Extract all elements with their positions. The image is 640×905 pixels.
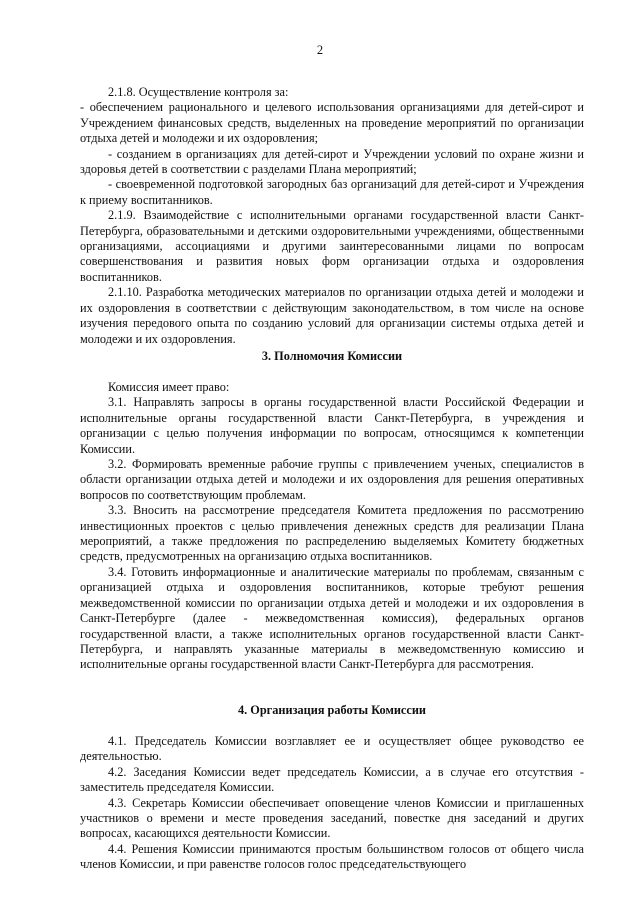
- section-3-heading-wrap: [80, 349, 584, 364]
- clause-3-4: 3.4. Готовить информационные и аналитические материалы по проблемам, связанным с организацией отдыха и оздоровления воспитанников, которые требуют решения межведомственной комиссии по организации отдыха детей и молодежи и их оздоровления в Санкт-Петербурге (далее - межведомственная комиссия), федеральных органов государственной власти, а также исполнительных органов государственной власти Санкт-Петербурга, и направлять указанные материалы в межведомственную комиссию и исполнительные органы государственной власти Санкт-Петербурга для рассмотрения.: [80, 564, 584, 672]
- clause-2-1-8: 2.1.8. Осуществление контроля за:: [108, 85, 289, 99]
- clause-4-1: 4.1. Председатель Комиссии возглавляет ее и осуществляет общее руководство ее деятельностью.: [80, 734, 584, 764]
- clause-2-1-8-item-1: - обеспечением рационального и целевого использования организациями для детей-сирот и Учреждением финансовых средств, выделенных на проведение мероприятий по организации отдыха детей и молодежи и их оздоровления;: [80, 100, 584, 146]
- clause-2-1-8-item-2: - созданием в организациях для детей-сирот и Учреждении условий по охране жизни и здоровья детей в соответствии с разделами Плана мероприятий;: [80, 146, 584, 177]
- section-4-heading: 4. Организация работы Комиссии: [237, 703, 427, 717]
- section-4-body: [80, 734, 584, 873]
- clause-4-4: 4.4. Решения Комиссии принимаются простым большинством голосов от общего числа членов Комиссии, и при равенстве голосов голос председательствующего: [80, 841, 584, 872]
- page-number: 2: [316, 43, 324, 57]
- section-3-heading: 3. Полномочия Комиссии: [261, 349, 403, 363]
- clause-3-1: 3.1. Направлять запросы в органы государственной власти Российской Федерации и исполнительные органы государственной власти Санкт-Петербурга, в учреждения и организации с целью получения информации по вопросам, относящимся к компетенции Комиссии.: [80, 395, 584, 456]
- clause-3-2: 3.2. Формировать временные рабочие группы с привлечением ученых, специалистов в области организации отдыха детей и молодежи и их оздоровления для решения оперативных вопросов по соответствующим проблемам.: [80, 457, 584, 502]
- section-3-intro: Комиссия имеет право:: [108, 380, 230, 394]
- clause-2-1-8-item-3: - своевременной подготовкой загородных баз организаций для детей-сирот и Учреждения к приему воспитанников.: [80, 177, 584, 207]
- section-3-body: [80, 380, 584, 673]
- clause-2-1-10: 2.1.10. Разработка методических материалов по организации отдыха детей и молодежи и их оздоровления в соответствии с действующим законодательством, в том числе на основе изучения передового опыта по созданию условий для организации системы отдыха детей и молодежи и их оздоровления.: [80, 285, 584, 346]
- section-4-heading-wrap: [80, 703, 584, 718]
- clause-4-3: 4.3. Секретарь Комиссии обеспечивает оповещение членов Комиссии и приглашенных участников о времени и месте проведения заседаний, повестке дня заседаний и других вопросах, касающихся деятельности Комиссии.: [80, 795, 584, 841]
- clause-2-1-9: 2.1.9. Взаимодействие с исполнительными органами государственной власти Санкт-Петербурга, образовательными и детскими оздоровительными учреждениями, общественными организациями, ассоциациями и другими заинтересованными лицами по вопросам совершенствования и развития новых форм организации отдыха и оздоровления воспитанников.: [80, 208, 584, 284]
- clause-3-3: 3.3. Вносить на рассмотрение председателя Комитета предложения по рассмотрению инвестиционных проектов с целью привлечения денежных средств для реализации Плана мероприятий, а также предложения по распределению выделяемых Комитету бюджетных средств, предусмотренных на организацию отдыха воспитанников.: [80, 503, 584, 564]
- clause-4-2: 4.2. Заседания Комиссии ведет председатель Комиссии, а в случае его отсутствия - заместитель председателя Комиссии.: [80, 764, 584, 795]
- section-2-continuation: [80, 85, 584, 347]
